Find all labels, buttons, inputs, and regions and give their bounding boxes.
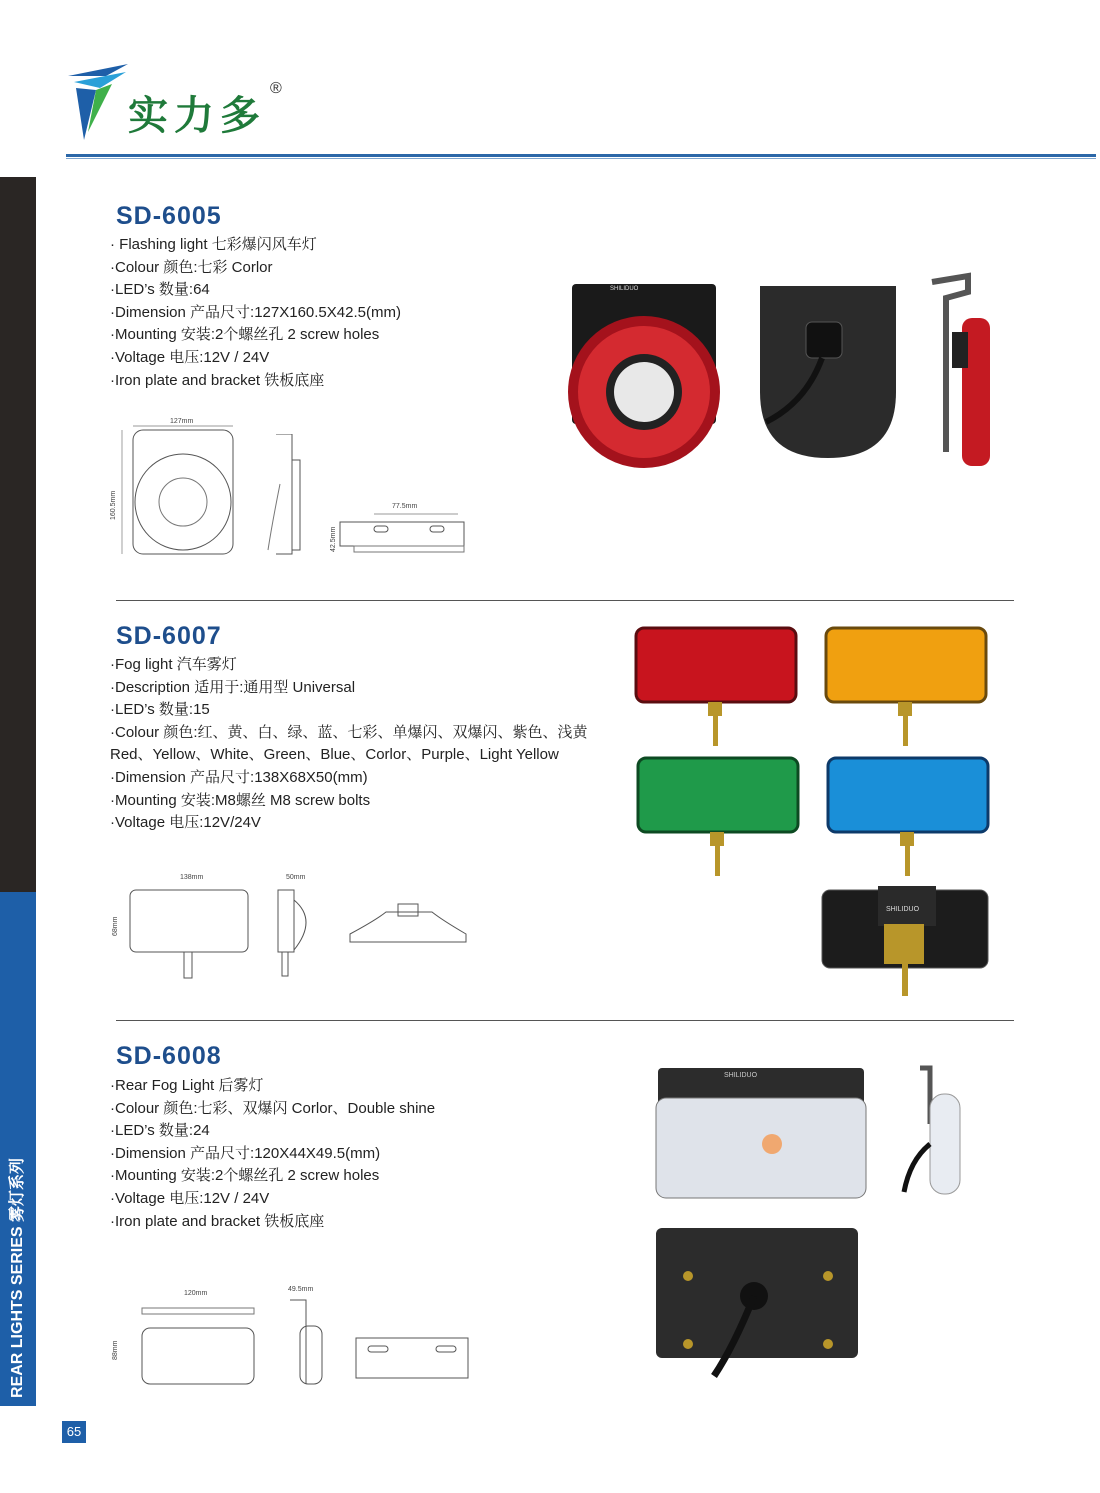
spec-item: ·Dimension 产品尺寸:127X160.5X42.5(mm) [110,303,401,321]
technical-drawing-front [118,884,252,980]
spec-list [110,1075,435,1233]
dimension-label: 88mm [112,1340,119,1360]
technical-drawing-side [286,1296,330,1388]
spec-item: ·LED’s 数量:15 [110,701,210,719]
product-title: SD-6008 [116,1042,222,1070]
spec-item: ·Voltage 电压:12V / 24V [110,348,270,366]
technical-drawing-front [120,1300,256,1390]
page-number: 65 [62,1421,86,1443]
spec-item: ·LED’s 数量:64 [110,281,210,299]
spec-list [110,654,588,835]
lamp-label: SHILIDUO [886,906,920,913]
spec-item: · Flashing light 七彩爆闪风车灯 [110,236,317,253]
lamp-label: SHILIDUO [724,1072,758,1079]
technical-drawing-top [346,898,470,948]
product-photo-red [634,626,798,752]
spec-item: ·Iron plate and bracket 铁板底座 [110,1212,325,1230]
spec-item: ·Colour 颜色:七彩 Corlor [110,258,273,276]
dimension-label: 68mm [112,916,119,936]
spec-item: ·Mounting 安装:2个螺丝孔 2 screw holes [110,326,380,344]
spec-item: ·Colour 颜色:七彩、双爆闪 Corlor、Double shine [110,1099,436,1117]
product-photo-front [568,280,720,476]
header-rule-thin [66,158,1096,159]
spec-item: ·Dimension 产品尺寸:138X68X50(mm) [110,768,368,786]
technical-drawing-side [266,434,316,558]
dimension-label: 77.5mm [392,503,418,510]
section-divider [116,600,1014,601]
spec-item: Red、Yellow、White、Green、Blue、Corlor、Purple、Light Yellow [110,746,559,764]
product-photo-back [654,1226,860,1384]
spec-item: ·LED’s 数量:24 [110,1122,210,1140]
dimension-label: 42.5mm [330,526,337,552]
technical-drawing-side [274,884,324,980]
brand-name: 实力多 [128,93,266,139]
spec-item: ·Iron plate and bracket 铁板底座 [110,371,325,389]
technical-drawing-bracket [334,510,474,558]
spec-item: ·Colour 颜色:红、黄、白、绿、蓝、七彩、单爆闪、双爆闪、紫色、浅黄 [110,723,588,741]
spec-item: ·Description 适用于:通用型 Universal [110,678,356,696]
dimension-label: 138mm [180,874,204,881]
technical-drawing-bracket [352,1334,472,1382]
product-photo-front [654,1066,868,1200]
product-photo-back [820,884,994,1000]
dimension-label: 127mm [170,418,194,425]
dimension-label: 49.5mm [288,1286,314,1293]
registered-mark: ® [270,80,282,97]
product-photo-green [636,756,800,882]
technical-drawing-front [118,424,248,560]
product-photo-side [922,272,996,468]
product-photo-blue [826,756,990,882]
spec-item: ·Fog light 汽车雾灯 [110,656,237,673]
dimension-label: 160.5mm [110,490,117,520]
spec-item: ·Voltage 电压:12V / 24V [110,1189,270,1207]
spec-item: ·Dimension 产品尺寸:120X44X49.5(mm) [110,1144,381,1162]
product-title: SD-6005 [116,202,222,230]
product-photo-side [890,1064,968,1200]
spec-item: ·Mounting 安装:2个螺丝孔 2 screw holes [110,1167,380,1185]
spec-item: ·Rear Fog Light 后雾灯 [110,1077,264,1094]
side-bar-dark [0,177,36,892]
brand-logo-icon [66,62,136,142]
section-divider [116,1020,1014,1021]
header-rule [66,154,1096,157]
dimension-label: 50mm [286,874,306,881]
product-photo-back [756,282,900,460]
spec-item: ·Voltage 电压:12V/24V [110,814,261,832]
product-title: SD-6007 [116,622,222,650]
dimension-label: 120mm [184,1290,208,1297]
spec-item: ·Mounting 安装:M8螺丝 M8 screw bolts [110,791,371,809]
product-photo-amber [824,626,988,752]
lamp-label: SHILIDUO [610,286,639,292]
spec-list [110,234,401,392]
